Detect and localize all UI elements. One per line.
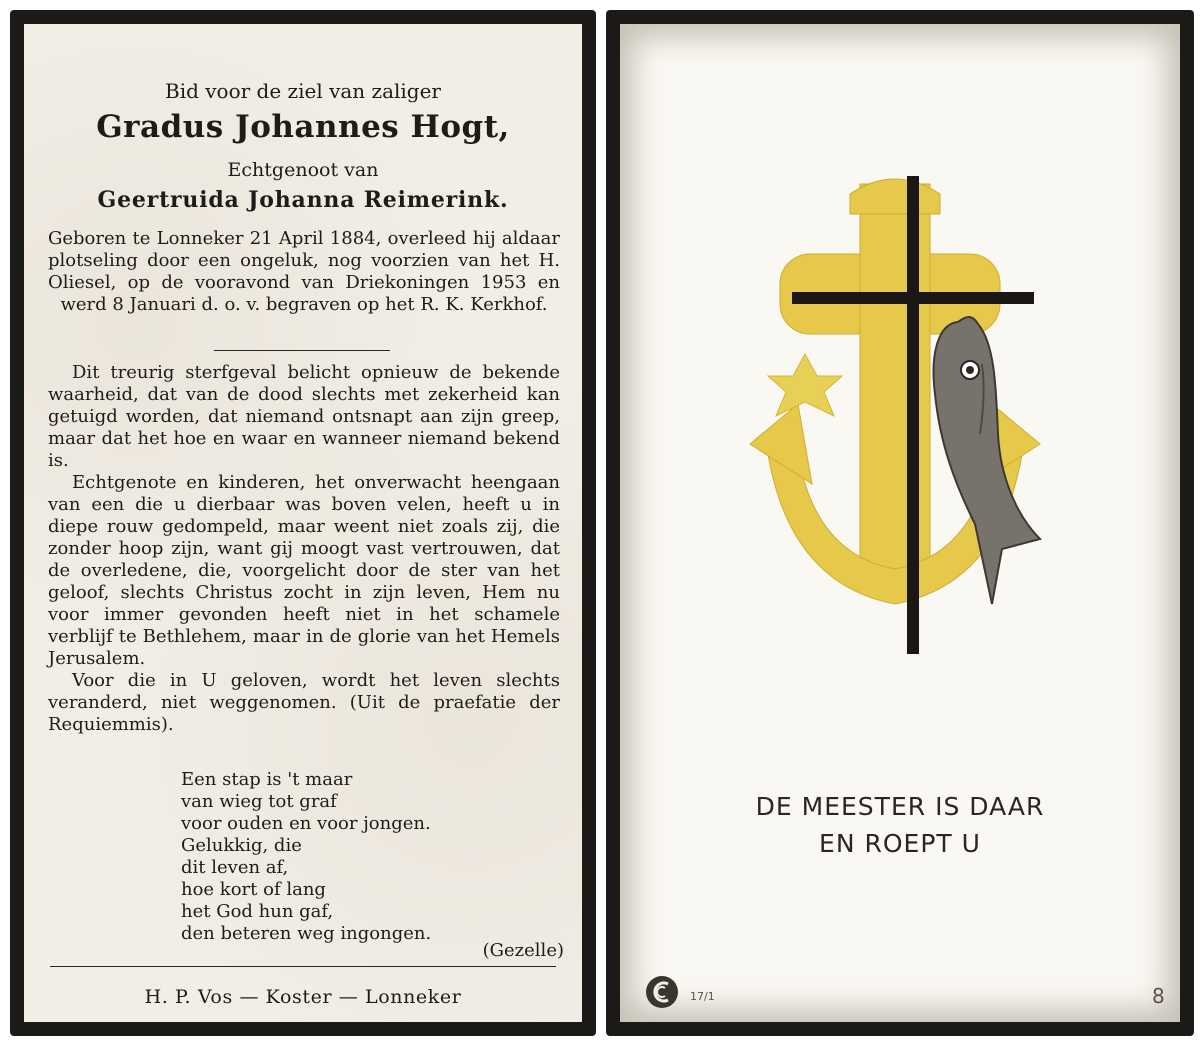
poem-line: Een stap is 't maar <box>181 769 353 790</box>
printer-credit: H. P. Vos — Koster — Lonneker <box>144 986 462 1008</box>
poem <box>181 769 431 945</box>
star-icon <box>768 354 842 416</box>
poem-line: van wieg tot graf <box>181 791 337 812</box>
deceased-name: Gradus Johannes Hogt, <box>96 109 510 145</box>
card-paper <box>24 24 582 1022</box>
divider-short <box>214 350 390 351</box>
intro-line: Bid voor de ziel van zaliger <box>165 79 441 103</box>
memorial-paragraph: Voor die in U geloven, wordt het leven slechts veranderd, niet weggenomen. (Uit de praefatie der Requiemmis). <box>48 670 560 735</box>
birth-death-paragraph: Geboren te Lonneker 21 April 1884, overleed hij aldaar plotseling door een ongeluk, nog voorzien van het H. Oliesel, op de vooravond van Driekoningen 1953 en werd 8 Januari d. o. v. begraven op het R. K. Kerkhof. <box>48 228 560 315</box>
corner-mark: 8 <box>1152 984 1165 1008</box>
print-code: 17/1 <box>690 990 715 1003</box>
poem-line: dit leven af, <box>181 857 289 878</box>
spouse-label: Echtgenoot van <box>227 159 379 181</box>
religious-emblem <box>730 154 1090 654</box>
memorial-card-image-side <box>606 10 1194 1036</box>
memorial-paragraph: Echtgenote en kinderen, het onverwacht heengaan van een die u dierbaar was boven velen, heeft u in diepe rouw gedompeld, maar weent niet zoals zij, die zonder hoop zijn, want gij moogt vast vertrouwen, dat de overledene, die, voorgelicht door de ster van het geloof, slechts Christus zocht in zijn leven, Hem nu voor immer gevonden heeft niet in het schamele verblijf te Bethlehem, maar in de glorie van het Hemels Jerusalem. <box>48 472 560 669</box>
divider-long <box>50 966 556 967</box>
memorial-text <box>48 362 560 736</box>
poem-line: voor ouden en voor jongen. <box>181 813 431 834</box>
memorial-card-text-side <box>10 10 596 1036</box>
caption-line: DE MEESTER IS DAAR <box>755 792 1045 821</box>
poem-line: Gelukkig, die <box>181 835 302 856</box>
poem-line: het God hun gaf, <box>181 901 334 922</box>
caption <box>620 788 1180 862</box>
card-frame <box>620 24 1180 1022</box>
poem-line: hoe kort of lang <box>181 879 326 900</box>
publisher-logo-icon <box>644 974 680 1010</box>
caption-line: EN ROEPT U <box>819 829 981 858</box>
memorial-paragraph: Dit treurig sterfgeval belicht opnieuw de bekende waarheid, dat van de dood slechts met zekerheid kan getuigd worden, dat niemand ontsnapt aan zijn greep, maar dat het hoe en waar en wanneer niemand bekend is. <box>48 362 560 471</box>
spouse-name: Geertruida Johanna Reimerink. <box>97 187 509 213</box>
poem-author: (Gezelle) <box>482 940 564 961</box>
poem-line: den beteren weg ingongen. <box>181 923 432 944</box>
